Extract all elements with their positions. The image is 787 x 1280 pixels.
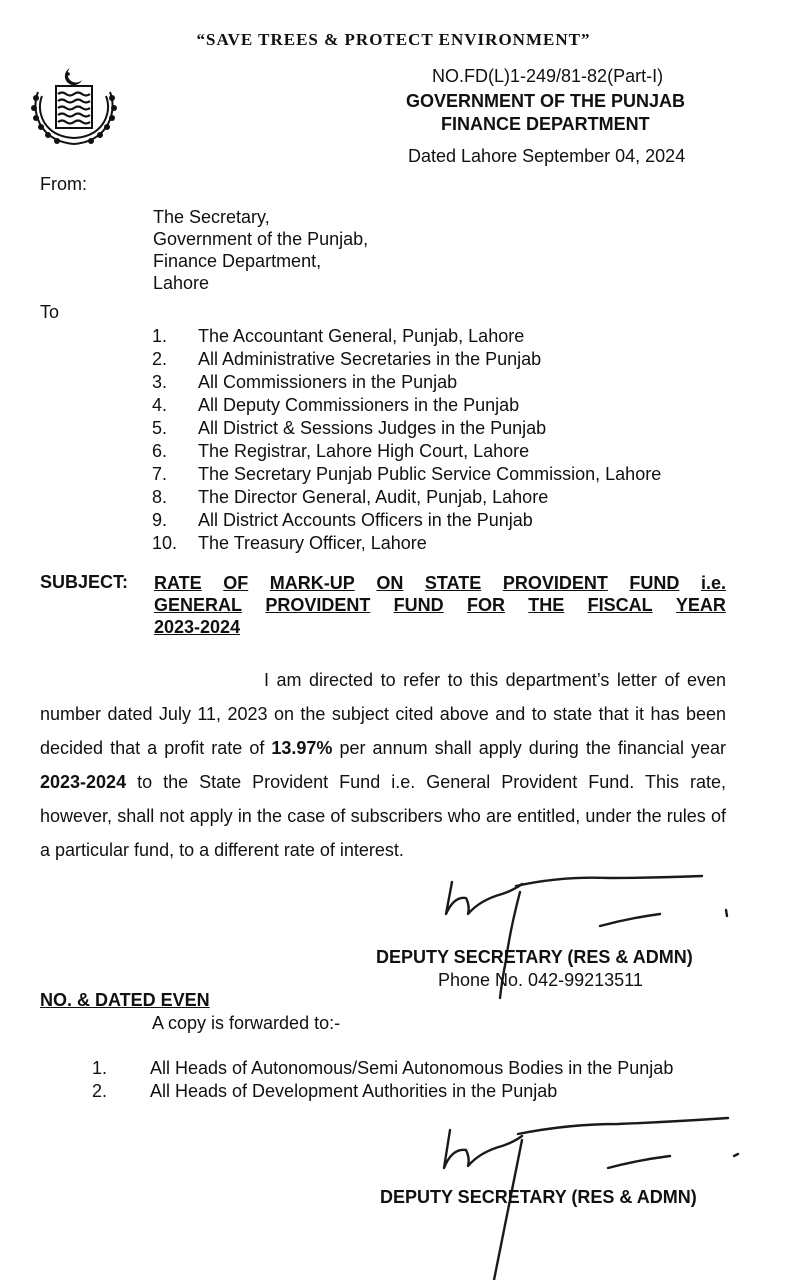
subject-word: GENERAL — [154, 595, 243, 615]
list-item — [152, 463, 732, 486]
subject-word: FOR — [466, 595, 505, 615]
body-text-3: to the State Provident Fund i.e. General Provident Fund. This rate, however, shall not apply in the case of subscribers who are entitled, under the rules of a particular fund, to a different rate of interest. — [40, 772, 726, 860]
from-line: The Secretary, — [153, 207, 270, 227]
financial-year: 2023-2024 — [40, 772, 127, 792]
from-line: Government of the Punjab, — [153, 229, 369, 249]
subject-word: PROVIDENT — [502, 573, 608, 593]
list-text: The Registrar, Lahore High Court, Lahore — [198, 441, 530, 461]
list-number: 4. — [152, 395, 168, 415]
list-number: 6. — [152, 441, 168, 461]
list-item — [152, 417, 732, 440]
list-text: The Secretary Punjab Public Service Commission, Lahore — [198, 464, 662, 484]
list-number: 2. — [152, 349, 168, 369]
list-number: 8. — [152, 487, 168, 507]
list-text: All District & Sessions Judges in the Punjab — [198, 418, 547, 438]
copy-recipient-list — [92, 1057, 732, 1103]
list-item — [152, 371, 732, 394]
from-line: Lahore — [153, 273, 210, 293]
list-number: 5. — [152, 418, 168, 438]
subject-word: OF — [223, 573, 249, 593]
government-name: GOVERNMENT OF THE PUNJAB — [406, 91, 686, 111]
signatory-phone: Phone No. 042-99213511 — [438, 970, 643, 990]
list-text: All Heads of Autonomous/Semi Autonomous Bodies in the Punjab — [150, 1058, 674, 1078]
reference-number: NO.FD(L)1-249/81-82(Part-I) — [432, 66, 664, 86]
subject-word: i.e. — [700, 573, 726, 593]
profit-rate: 13.97% — [271, 738, 333, 758]
list-item — [152, 394, 732, 417]
list-number: 1. — [152, 326, 168, 346]
list-number: 9. — [152, 510, 168, 530]
subject-word: MARK-UP — [269, 573, 355, 593]
list-text: All Heads of Development Authorities in the Punjab — [150, 1081, 558, 1101]
signatory-designation: DEPUTY SECRETARY (RES & ADMN) — [376, 947, 693, 967]
list-text: All District Accounts Officers in the Punjab — [198, 510, 533, 530]
punjab-emblem-icon — [28, 62, 120, 150]
subject-label: SUBJECT: — [40, 572, 129, 592]
list-item — [152, 532, 732, 555]
letter-date: Dated Lahore September 04, 2024 — [408, 146, 686, 166]
from-address — [153, 206, 368, 294]
list-number: 1. — [92, 1058, 108, 1078]
subject-word: STATE — [424, 573, 482, 593]
list-item — [152, 348, 732, 371]
subject-line-1 — [154, 572, 726, 594]
list-item — [92, 1057, 732, 1080]
signatory-designation-2: DEPUTY SECRETARY (RES & ADMN) — [380, 1187, 697, 1207]
list-number: 2. — [92, 1081, 108, 1101]
list-text: All Deputy Commissioners in the Punjab — [198, 395, 520, 415]
list-item — [152, 325, 732, 348]
list-text: All Commissioners in the Punjab — [198, 372, 458, 392]
recipient-list — [152, 325, 732, 555]
list-number: 7. — [152, 464, 168, 484]
list-item — [152, 486, 732, 509]
list-item — [152, 440, 732, 463]
copy-forwarded-text: A copy is forwarded to:- — [152, 1013, 341, 1033]
subject-text — [154, 572, 726, 638]
list-text: The Treasury Officer, Lahore — [198, 533, 427, 553]
subject-word: RATE — [154, 573, 202, 593]
list-text: All Administrative Secretaries in the Punjab — [198, 349, 542, 369]
subject-word: FUND — [629, 573, 680, 593]
subject-word: YEAR — [675, 595, 726, 615]
list-text: The Director General, Audit, Punjab, Lahore — [198, 487, 549, 507]
to-label: To — [40, 302, 60, 322]
list-number: 10. — [152, 533, 178, 553]
subject-line-3: 2023-2024 — [154, 617, 241, 637]
subject-word: PROVIDENT — [265, 595, 371, 615]
body-text-2: per annum shall apply during the financial year — [332, 738, 727, 758]
motto: “SAVE TREES & PROTECT ENVIRONMENT” — [196, 30, 591, 49]
list-item — [152, 509, 732, 532]
body-paragraph — [40, 663, 726, 867]
subject-word: ON — [376, 573, 404, 593]
body-text-1: I am directed to refer to this department’s letter of even number dated July 11, 2023 on the subject cited above and to state that it has been decided that a profit rate of — [40, 670, 726, 758]
from-label: From: — [40, 174, 87, 194]
subject-word: THE — [528, 595, 565, 615]
list-text: The Accountant General, Punjab, Lahore — [198, 326, 525, 346]
subject-word: FUND — [393, 595, 444, 615]
department-name: FINANCE DEPARTMENT — [441, 114, 650, 134]
list-item — [92, 1080, 732, 1103]
subject-line-2 — [154, 594, 726, 616]
from-line: Finance Department, — [153, 251, 322, 271]
list-number: 3. — [152, 372, 168, 392]
endorsement-label: NO. & DATED EVEN — [40, 990, 210, 1010]
subject-word: FISCAL — [587, 595, 653, 615]
